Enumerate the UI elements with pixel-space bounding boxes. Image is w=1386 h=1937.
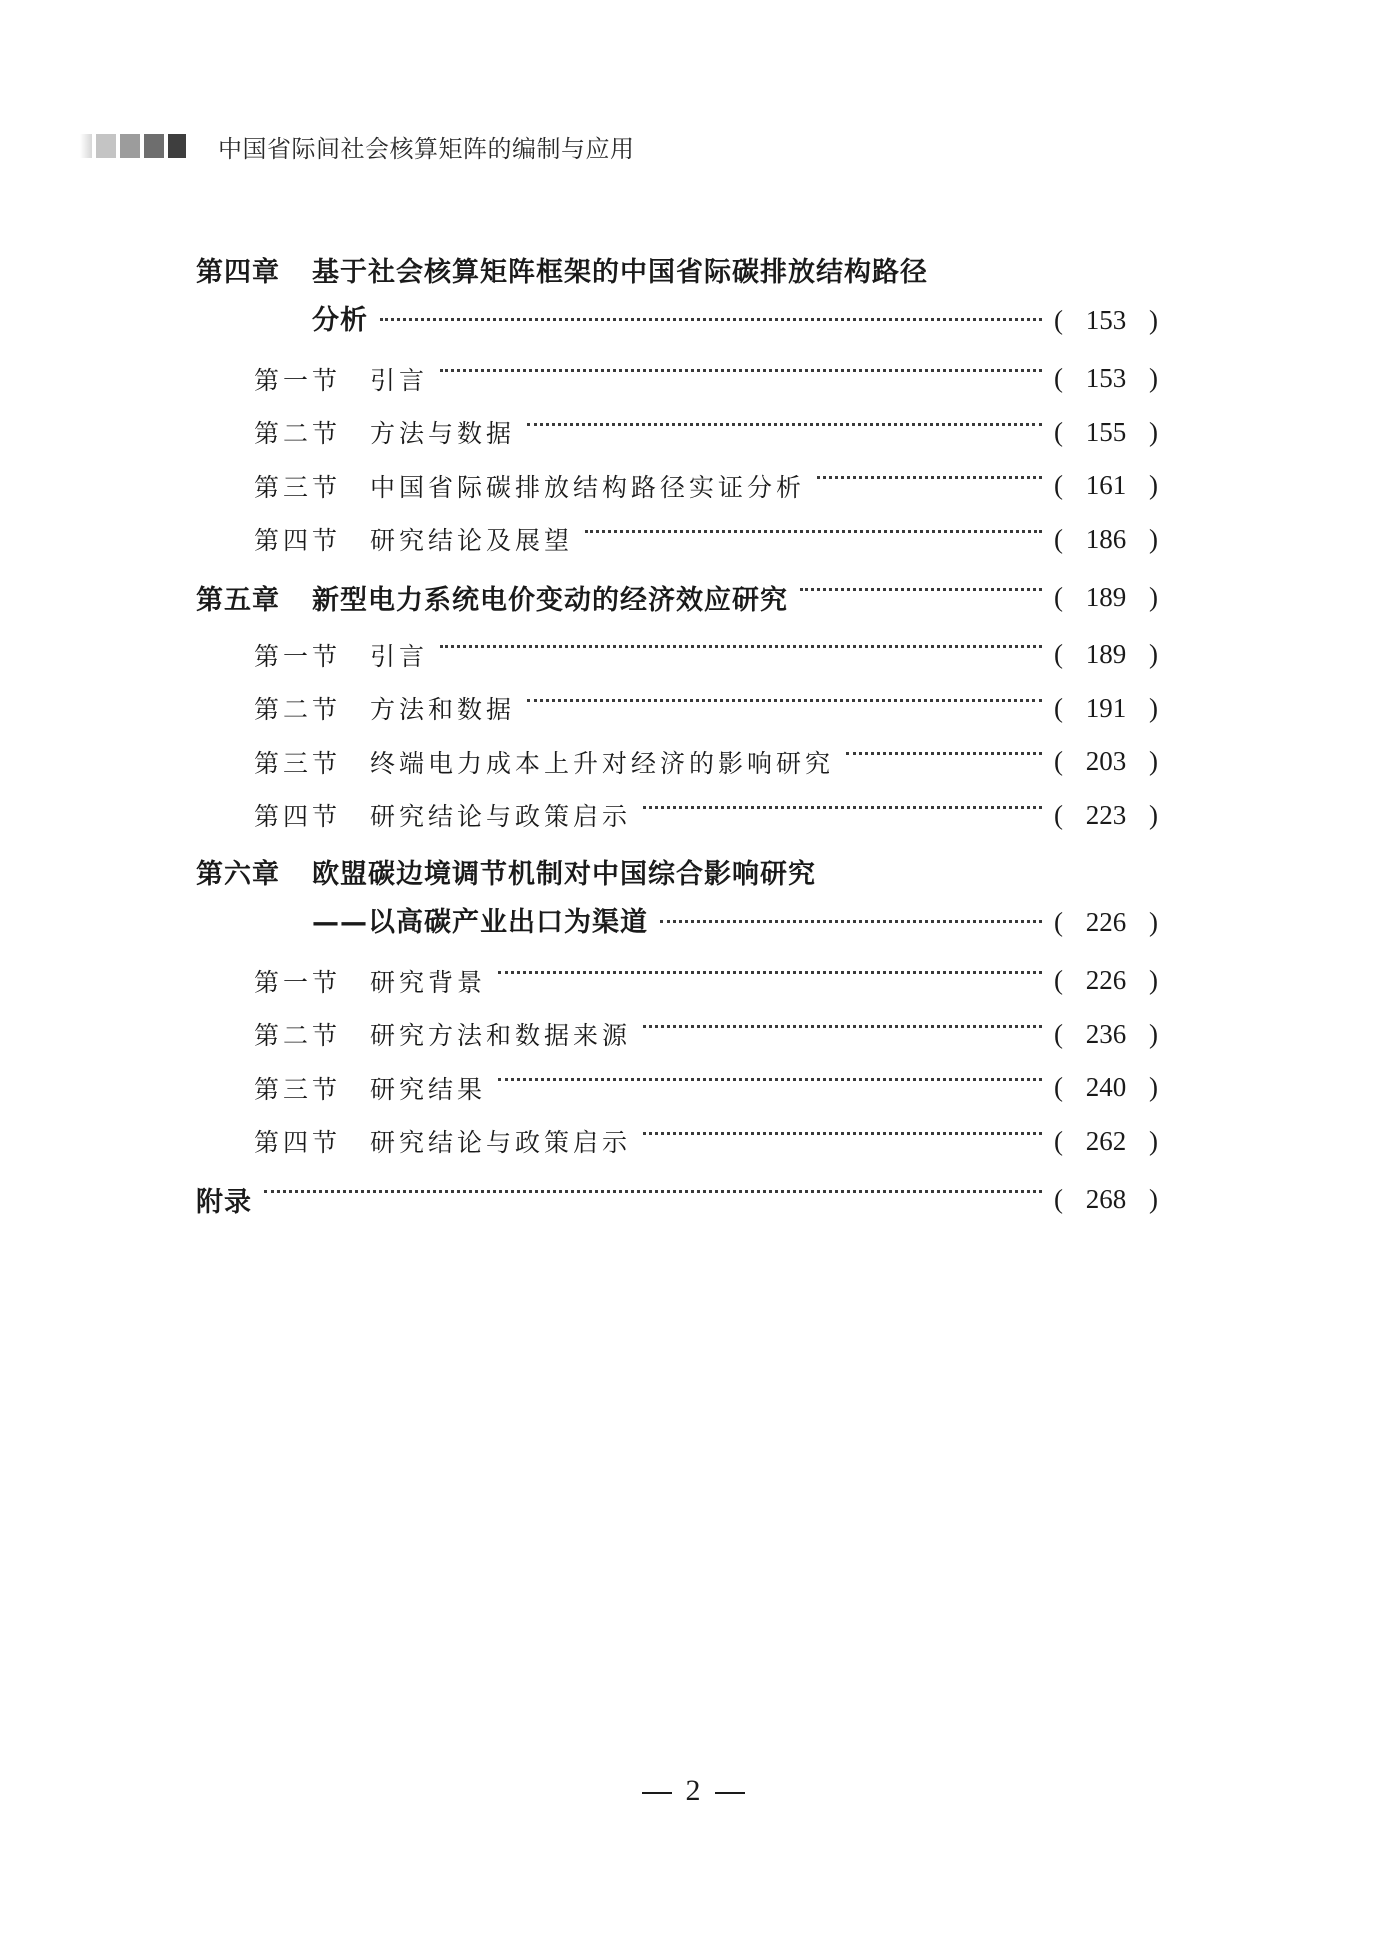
section-title: 终端电力成本上升对经济的影响研究 (370, 748, 835, 778)
toc-chapter-4-entry[interactable] (196, 298, 1158, 352)
page-footer (0, 1774, 1386, 1808)
toc-section[interactable] (196, 513, 1158, 567)
toc-section[interactable] (196, 735, 1158, 789)
page-ref: ( 226 ) (1054, 907, 1158, 937)
page-ref: ( 161 ) (1054, 470, 1158, 501)
toc-section[interactable] (196, 1115, 1158, 1169)
footer-dash (642, 1792, 672, 1794)
dot-leader (527, 423, 1042, 426)
section-label: 第一节 (254, 641, 342, 671)
toc-chapter-6-heading[interactable] (196, 842, 1158, 900)
page-number: 189 (1085, 581, 1127, 612)
page-number: 161 (1085, 470, 1127, 501)
page-ref: ( 189 ) (1054, 639, 1158, 670)
toc-section[interactable] (196, 789, 1158, 843)
page-number: 236 (1085, 1018, 1127, 1049)
dot-leader (498, 1078, 1042, 1081)
toc-chapter-5-entry[interactable] (196, 566, 1158, 628)
dot-leader (846, 752, 1042, 755)
section-title: 方法与数据 (370, 419, 516, 449)
dot-leader (440, 369, 1042, 372)
page-ref: ( 223 ) (1054, 799, 1158, 830)
table-of-contents (196, 240, 1158, 1230)
toc-section[interactable] (196, 682, 1158, 736)
page-ref: ( 262 ) (1054, 1125, 1158, 1156)
toc-chapter-6-entry[interactable] (196, 900, 1158, 954)
page-ref: ( 203 ) (1054, 746, 1158, 777)
section-label: 第一节 (254, 365, 342, 395)
toc-section[interactable] (196, 459, 1158, 513)
toc-section[interactable] (196, 954, 1158, 1008)
header-block (120, 134, 140, 158)
page-number: 189 (1085, 639, 1127, 670)
dot-leader (643, 806, 1042, 809)
header-block (144, 134, 164, 158)
section-title: 研究结论与政策启示 (370, 802, 632, 832)
page-ref: ( 153 ) (1054, 305, 1158, 335)
page-ref: ( 191 ) (1054, 692, 1158, 723)
dot-leader (660, 920, 1042, 923)
page-ref: ( 226 ) (1054, 965, 1158, 996)
page-number: 240 (1085, 1072, 1127, 1103)
section-label: 第三节 (254, 748, 342, 778)
chapter-title: 欧盟碳边境调节机制对中国综合影响研究 (312, 858, 816, 890)
section-title: 研究结果 (370, 1074, 487, 1104)
page-number: 155 (1085, 416, 1127, 447)
header-decoration (80, 134, 190, 158)
section-title: 中国省际碳排放结构路径实证分析 (370, 472, 806, 502)
chapter-label: 第四章 (196, 256, 280, 288)
chapter-subtitle: ——以高碳产业出口为渠道 (312, 907, 648, 938)
section-label: 第一节 (254, 967, 342, 997)
section-title: 研究背景 (370, 967, 487, 997)
page-number: 203 (1085, 746, 1127, 777)
dot-leader (800, 588, 1042, 591)
toc-section[interactable] (196, 628, 1158, 682)
dot-leader (643, 1132, 1042, 1135)
toc-chapter-4-heading[interactable] (196, 240, 1158, 298)
dot-leader (527, 699, 1042, 702)
footer-page-number: 2 (685, 1774, 701, 1807)
page-number: 223 (1085, 799, 1127, 830)
toc-section[interactable] (196, 406, 1158, 460)
chapter-title-continued: 分析 (312, 305, 368, 336)
chapter-label: 第五章 (196, 584, 280, 616)
page-ref: ( 153 ) (1054, 363, 1158, 394)
page-number: 153 (1085, 363, 1127, 394)
toc-section[interactable] (196, 352, 1158, 406)
toc-section[interactable] (196, 1008, 1158, 1062)
section-title: 研究结论与政策启示 (370, 1128, 632, 1158)
dot-leader (498, 971, 1042, 974)
section-title: 引言 (370, 641, 429, 671)
page-ref: ( 268 ) (1054, 1183, 1158, 1214)
section-title: 研究方法和数据来源 (370, 1021, 632, 1051)
page-ref: ( 240 ) (1054, 1072, 1158, 1103)
section-title: 方法和数据 (370, 695, 516, 725)
section-title: 引言 (370, 365, 429, 395)
section-label: 第四节 (254, 526, 342, 556)
section-title: 研究结论及展望 (370, 526, 574, 556)
page-ref: ( 155 ) (1054, 416, 1158, 447)
dot-leader (264, 1190, 1042, 1193)
header-block (80, 134, 92, 158)
appendix-label: 附录 (196, 1186, 252, 1218)
page-number: 226 (1085, 907, 1127, 937)
page-number: 262 (1085, 1125, 1127, 1156)
header-block (96, 134, 116, 158)
header-block (168, 134, 186, 158)
section-label: 第二节 (254, 1021, 342, 1051)
section-label: 第三节 (254, 472, 342, 502)
footer-dash (715, 1792, 745, 1794)
page-number: 186 (1085, 523, 1127, 554)
page-ref: ( 186 ) (1054, 523, 1158, 554)
page-number: 268 (1085, 1183, 1127, 1214)
chapter-title: 基于社会核算矩阵框架的中国省际碳排放结构路径 (312, 256, 928, 288)
running-header (80, 131, 635, 161)
dot-leader (585, 530, 1042, 533)
toc-appendix-entry[interactable] (196, 1168, 1158, 1230)
chapter-label: 第六章 (196, 858, 280, 890)
page-number: 226 (1085, 965, 1127, 996)
page-ref: ( 236 ) (1054, 1018, 1158, 1049)
page-number: 153 (1085, 305, 1127, 335)
dot-leader (440, 645, 1042, 648)
dot-leader (380, 318, 1042, 321)
section-label: 第二节 (254, 419, 342, 449)
dot-leader (643, 1025, 1042, 1028)
section-label: 第四节 (254, 802, 342, 832)
section-label: 第四节 (254, 1128, 342, 1158)
dot-leader (817, 476, 1042, 479)
chapter-title: 新型电力系统电价变动的经济效应研究 (312, 584, 788, 616)
page-number: 191 (1085, 692, 1127, 723)
page-ref: ( 189 ) (1054, 581, 1158, 612)
toc-section[interactable] (196, 1061, 1158, 1115)
section-label: 第二节 (254, 695, 342, 725)
book-title: 中国省际间社会核算矩阵的编制与应用 (218, 134, 635, 163)
section-label: 第三节 (254, 1074, 342, 1104)
